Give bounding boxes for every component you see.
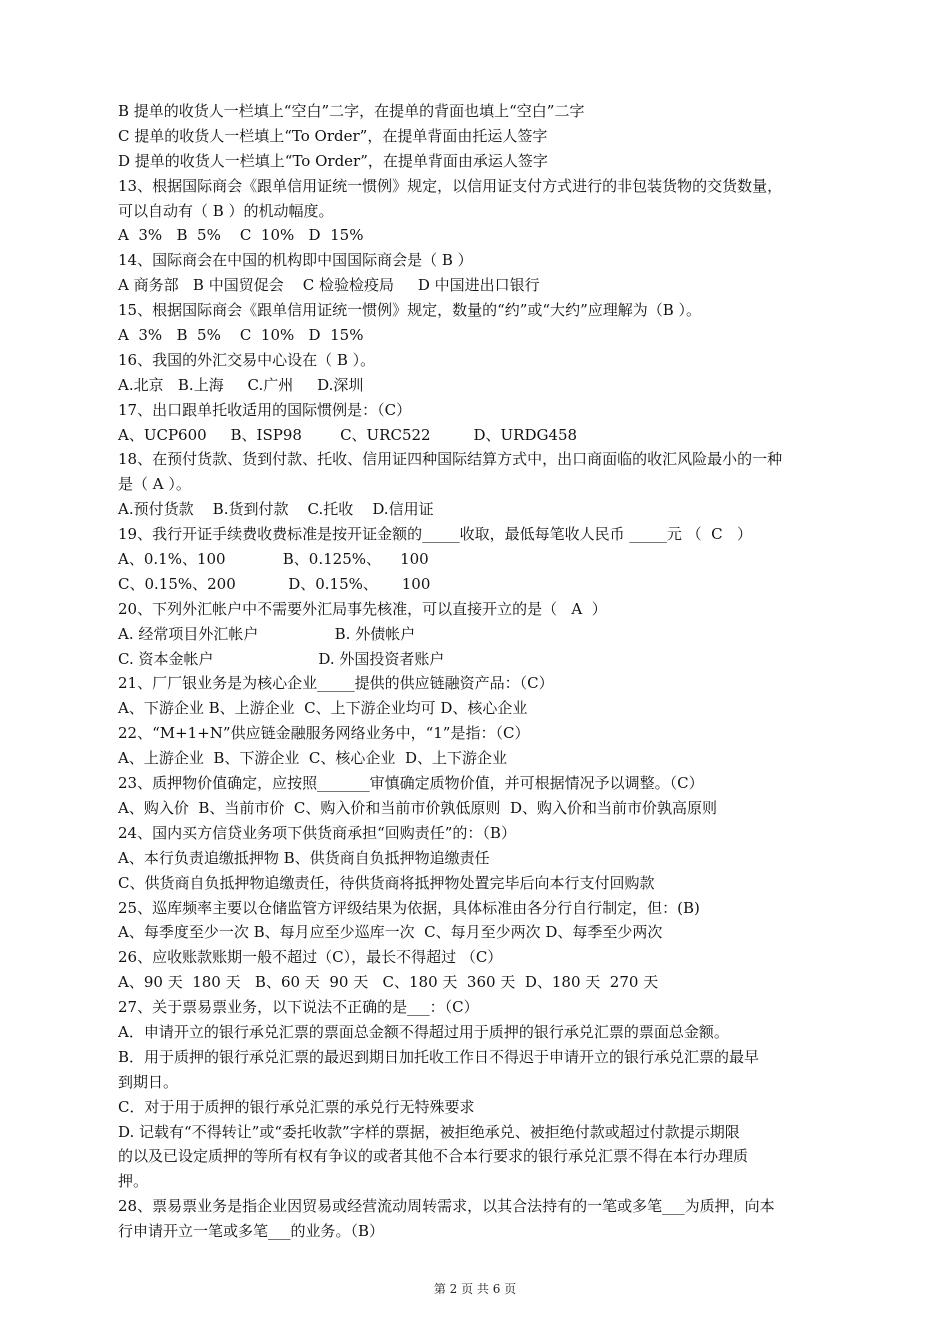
text-line: 是（ A ）。	[118, 475, 191, 494]
text-line: 21、厂厂银业务是为核心企业_____提供的供应链融资产品：（C）	[118, 674, 554, 693]
text-line: A、上游企业 B、下游企业 C、核心企业 D、上下游企业	[118, 749, 507, 768]
text-line: A.北京 B.上海 C.广州 D.深圳	[118, 375, 364, 394]
text-line: 20、下列外汇帐户中不需要外汇局事先核准，可以直接开立的是（ A ）	[118, 599, 607, 618]
text-line: 22、“M+1+N”供应链金融服务网络业务中，“1”是指：（C）	[118, 724, 530, 743]
text-line: A. 经常项目外汇帐户 B. 外债帐户	[118, 624, 416, 643]
text-line: 18、在预付货款、货到付款、托收、信用证四种国际结算方式中，出口商面临的收汇风险最小的一种	[118, 450, 783, 469]
text-line: 押。	[118, 1172, 149, 1191]
text-line: 14、国际商会在中国的机构即中国国际商会是（ B ）	[118, 251, 473, 270]
text-line: A、购入价 B、当前市价 C、购入价和当前市价孰低原则 D、购入价和当前市价孰高原则	[118, 798, 717, 817]
document-body	[118, 99, 838, 1244]
text-line: 13、根据国际商会《跟单信用证统一惯例》规定，以信用证支付方式进行的非包装货物的交货数量，	[118, 176, 783, 195]
page-footer: 第 2 页 共 6 页	[433, 1282, 517, 1296]
text-line: A 3% B 5% C 10% D 15%	[118, 226, 364, 245]
text-line: A、每季度至少一次 B、每月应至少巡库一次 C、每月至少两次 D、每季至少两次	[118, 923, 663, 942]
text-line: 到期日。	[118, 1072, 179, 1091]
text-line: C．对于用于质押的银行承兑汇票的承兑行无特殊要求	[118, 1097, 475, 1116]
text-line: 27、关于票易票业务，以下说法不正确的是___：（C）	[118, 998, 479, 1017]
text-line: 23、质押物价值确定，应按照_______审慎确定质物价值，并可根据情况予以调整。（C）	[118, 774, 704, 793]
text-line: 可以自动有（ B ）的机动幅度。	[118, 201, 334, 220]
text-line: C 提单的收货人一栏填上“To Order”，在提单背面由托运人签字	[118, 126, 548, 145]
text-line: A．申请开立的银行承兑汇票的票面总金额不得超过用于质押的银行承兑汇票的票面总金额。	[118, 1022, 729, 1041]
text-line: D. 记载有“不得转让”或“委托收款”字样的票据，被拒绝承兑、被拒绝付款或超过付款提示期限	[118, 1122, 740, 1141]
text-line: 19、我行开证手续费收费标准是按开证金额的_____收取，最低每笔收人民币 _____元 （ C ）	[118, 525, 752, 544]
text-line: A.预付货款 B.货到付款 C.托收 D.信用证	[118, 500, 434, 519]
text-line: C、供货商自负抵押物追缴责任，待供货商将抵押物处置完毕后向本行支付回购款	[118, 873, 655, 892]
text-line: 行申请开立一笔或多笔___的业务。（B）	[118, 1222, 385, 1241]
text-line: A、0.1%、100 B、0.125%、 100	[118, 550, 429, 569]
text-line: A、UCP600 B、ISP98 C、URC522 D、URDG458	[118, 425, 578, 444]
text-line: B 提单的收货人一栏填上“空白”二字，在提单的背面也填上“空白”二字	[118, 102, 585, 120]
text-line: 17、出口跟单托收适用的国际惯例是：（C）	[118, 400, 412, 419]
text-line: A、本行负责追缴抵押物 B、供货商自负抵押物追缴责任	[118, 848, 490, 867]
text-line: 26、应收账款账期一般不超过（C），最长不得超过 （C）	[118, 948, 503, 967]
text-line: 16、我国的外汇交易中心设在（ B ）。	[118, 350, 376, 369]
text-line: A、90 天 180 天 B、60 天 90 天 C、180 天 360 天 D、180 天 270 天	[118, 973, 659, 992]
text-line: B．用于质押的银行承兑汇票的最迟到期日加托收工作日不得迟于申请开立的银行承兑汇票的最早	[118, 1047, 760, 1066]
text-line: 24、国内买方信贷业务项下供货商承担“回购责任”的：（B）	[118, 823, 516, 842]
text-line: D 提单的收货人一栏填上“To Order”，在提单背面由承运人签字	[118, 151, 548, 170]
text-line: A 商务部 B 中国贸促会 C 检验检疫局 D 中国进出口银行	[118, 276, 540, 295]
text-line: A、下游企业 B、上游企业 C、上下游企业均可 D、核心企业	[118, 699, 528, 718]
text-line: 25、巡库频率主要以仓储监管方评级结果为依据，具体标准由各分行自行制定，但：(B)	[118, 898, 700, 917]
text-line: C. 资本金帐户 D. 外国投资者账户	[118, 649, 445, 668]
text-line: C、0.15%、200 D、0.15%、 100	[118, 574, 431, 593]
text-line: 28、票易票业务是指企业因贸易或经营流动周转需求，以其合法持有的一笔或多笔___为质押，向本	[118, 1197, 775, 1216]
text-line: 的以及已设定质押的等所有权有争议的或者其他不合本行要求的银行承兑汇票不得在本行办理质	[118, 1147, 749, 1166]
text-line: A 3% B 5% C 10% D 15%	[118, 326, 364, 345]
text-line: 15、根据国际商会《跟单信用证统一惯例》规定，数量的“约”或“大约”应理解为（B ）。	[118, 301, 702, 320]
